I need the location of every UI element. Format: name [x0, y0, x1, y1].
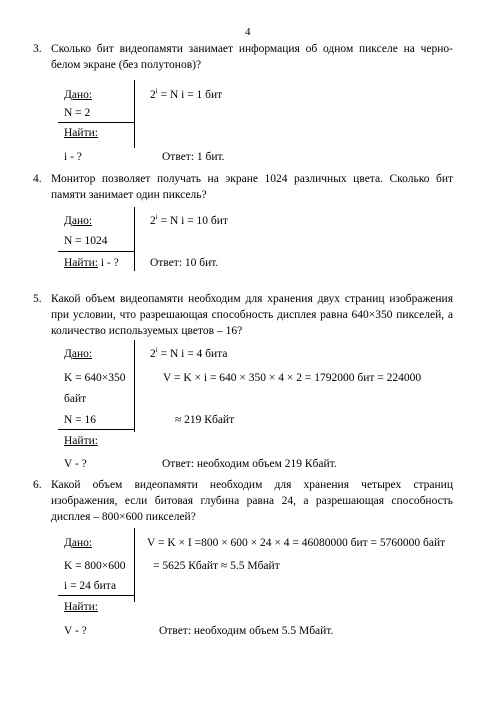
given-label: Дано:	[64, 89, 93, 101]
question-text: Монитор позволяет получать на экране 1024 различных цвета. Сколько бит памяти занимает один пиксель?	[51, 173, 453, 201]
given-value: N = 16	[64, 414, 97, 426]
divider-horizontal	[58, 122, 134, 123]
question-text: Какой объем видеопамяти необходим для хранения четырех страниц изображения, если битовая глубина равна 24, а разрешающая способность дисплея – 800×600 пикселей?	[51, 479, 453, 523]
divider-vertical	[134, 528, 135, 602]
formula: $2^i = N$ i = 10 бит	[150, 213, 228, 227]
given-value: байт	[64, 393, 87, 405]
calculation: V = K × I =800 × 600 × 24 × 4 = 46080000 бит = 5760000 байт	[147, 537, 446, 549]
calculation: = 5625 Кбайт ≈ 5.5 Мбайт	[153, 560, 280, 572]
given-label: Дано:	[64, 348, 93, 360]
find-value: V - ?	[64, 625, 87, 637]
page-number: 4	[245, 26, 251, 38]
formula: $2^i = N$ i = 4 бита	[150, 346, 228, 360]
problem-number: 5.	[33, 293, 42, 305]
find-label: Найти:	[64, 601, 98, 613]
answer: Ответ: необходим объем 5.5 Мбайт.	[159, 625, 334, 637]
question-text: Сколько бит видеопамяти занимает информация об одном пикселе на черно-белом экране (без полутонов)?	[51, 43, 453, 71]
formula: $2^i = N$ i = 1 бит	[150, 87, 223, 101]
divider-vertical	[134, 340, 135, 432]
problem-number: 3.	[33, 43, 42, 55]
question-text: Какой объем видеопамяти необходим для хранения двух страниц изображения при условии, что разрешающая способность дисплея равна 640×350 пикселей, а количество используемых цветов – 16?	[51, 293, 453, 337]
given-value: N = 1024	[64, 235, 108, 247]
find-label: Найти:	[64, 127, 98, 139]
given-value: K = 800×600	[64, 560, 126, 572]
given-value: K = 640×350	[64, 372, 126, 384]
find-row	[64, 257, 119, 269]
answer: Ответ: необходим объем 219 Кбайт.	[162, 458, 337, 470]
divider-horizontal	[58, 595, 134, 596]
find-value: i - ?	[100, 257, 119, 269]
given-value: N = 2	[64, 107, 91, 119]
calculation: V = K × i = 640 × 350 × 4 × 2 = 1792000 бит = 224000	[163, 372, 422, 384]
given-label: Дано:	[64, 537, 93, 549]
given-value: i = 24 бита	[64, 580, 117, 592]
answer: Ответ: 10 бит.	[150, 257, 219, 269]
divider-horizontal	[58, 429, 134, 430]
problem-number: 6.	[33, 479, 42, 491]
problem-number: 4.	[33, 173, 42, 185]
divider-vertical	[134, 80, 135, 148]
divider-horizontal	[58, 251, 134, 252]
find-label: Найти:	[64, 257, 98, 269]
calculation: ≈ 219 Кбайт	[175, 414, 235, 426]
divider-vertical	[134, 207, 135, 271]
given-label: Дано:	[64, 215, 93, 227]
answer: Ответ: 1 бит.	[162, 151, 225, 163]
find-value: V - ?	[64, 458, 87, 470]
find-value: i - ?	[64, 151, 82, 163]
find-label: Найти:	[64, 435, 98, 447]
